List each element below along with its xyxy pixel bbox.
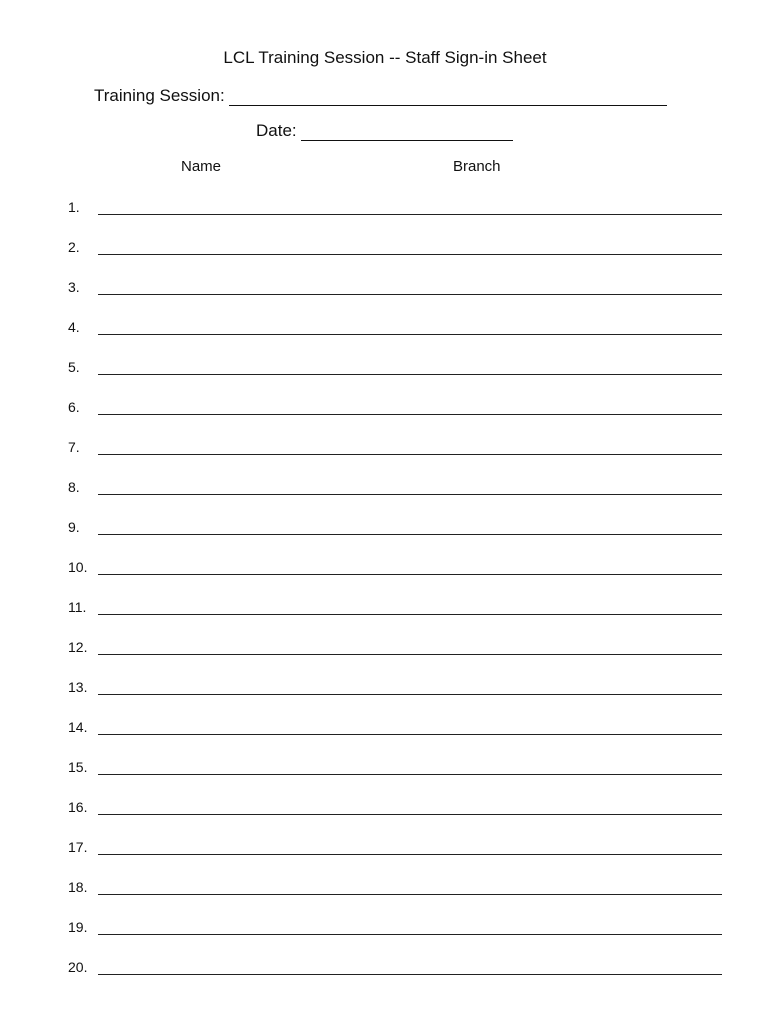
signature-line[interactable] (98, 694, 722, 695)
signature-line[interactable] (98, 974, 722, 975)
row-number: 12. (68, 639, 88, 655)
training-session-label: Training Session: (94, 86, 225, 105)
date-label: Date: (256, 121, 297, 140)
row-number: 3. (68, 279, 80, 295)
row-number: 5. (68, 359, 80, 375)
signature-line[interactable] (98, 334, 722, 335)
row-number: 13. (68, 679, 88, 695)
signature-line[interactable] (98, 574, 722, 575)
signature-line[interactable] (98, 494, 722, 495)
date-blank[interactable] (301, 123, 513, 141)
page-title: LCL Training Session -- Staff Sign-in Sheet (223, 48, 547, 67)
branch-column-header: Branch (453, 158, 501, 175)
row-number: 11. (68, 599, 87, 615)
row-number: 14. (68, 719, 88, 735)
name-column-header: Name (181, 158, 222, 175)
row-number: 1. (68, 199, 80, 215)
signature-line[interactable] (98, 654, 722, 655)
row-number: 7. (68, 439, 80, 455)
row-number: 10. (68, 559, 88, 575)
row-number: 4. (68, 319, 80, 335)
signature-line[interactable] (98, 254, 722, 255)
row-number: 17. (68, 839, 88, 855)
signature-line[interactable] (98, 854, 722, 855)
row-number: 6. (68, 399, 80, 415)
signature-line[interactable] (98, 614, 722, 615)
signature-line[interactable] (98, 894, 722, 895)
row-number: 8. (68, 479, 80, 495)
signature-line[interactable] (98, 414, 722, 415)
row-number: 19. (68, 919, 88, 935)
row-number: 18. (68, 879, 88, 895)
date-field (256, 121, 513, 141)
row-number: 16. (68, 799, 88, 815)
signature-line[interactable] (98, 814, 722, 815)
row-number: 15. (68, 759, 88, 775)
row-number: 2. (68, 239, 80, 255)
signature-line[interactable] (98, 294, 722, 295)
training-session-field (94, 86, 667, 106)
training-session-blank[interactable] (229, 88, 667, 106)
signature-line[interactable] (98, 454, 722, 455)
row-number: 9. (68, 519, 80, 535)
signature-line[interactable] (98, 774, 722, 775)
signature-line[interactable] (98, 374, 722, 375)
signature-line[interactable] (98, 214, 722, 215)
signature-line[interactable] (98, 734, 722, 735)
signature-line[interactable] (98, 934, 722, 935)
row-number: 20. (68, 959, 88, 975)
signature-line[interactable] (98, 534, 722, 535)
